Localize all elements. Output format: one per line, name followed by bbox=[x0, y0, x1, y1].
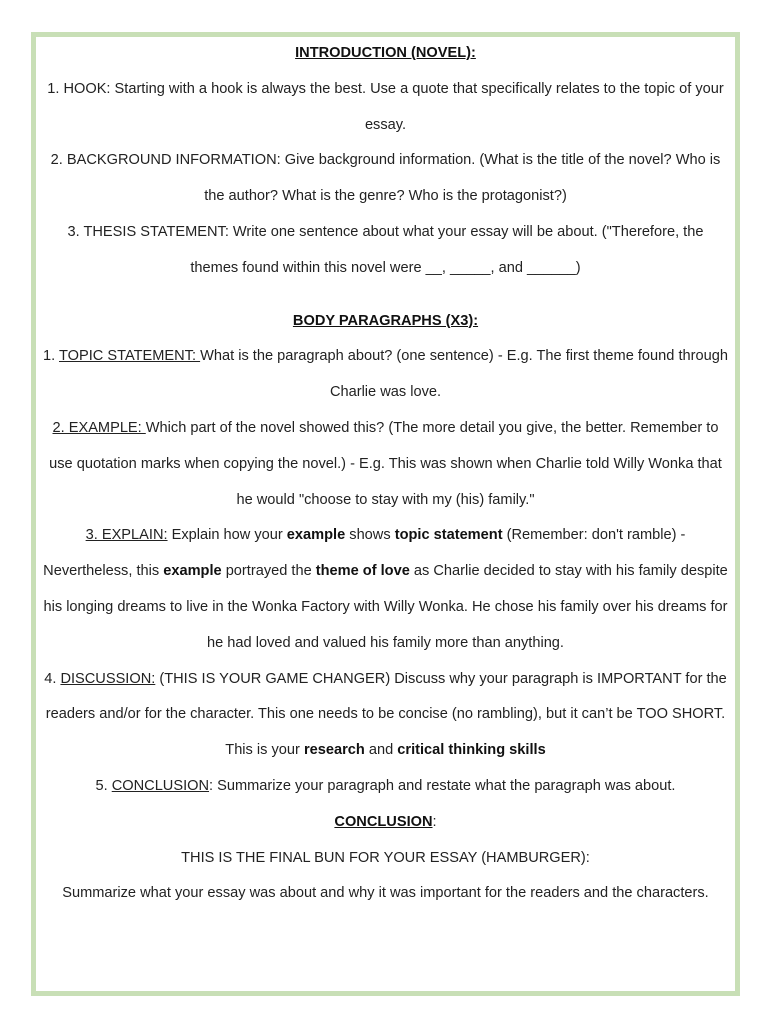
intro-hook: 1. HOOK: Starting with a hook is always the best. Use a quote that specifically relates to the topic of your essay. bbox=[47, 80, 724, 133]
body-heading: BODY PARAGRAPHS (X3): bbox=[292, 312, 479, 329]
conclusion-line-1: THIS IS THE FINAL BUN FOR YOUR ESSAY (HAMBURGER): bbox=[181, 849, 590, 866]
conclusion-label: CONCLUSION bbox=[111, 777, 210, 794]
intro-background: 2. BACKGROUND INFORMATION: Give background information. (What is the title of the novel? Who is the author? What is the genre? Who is the protagonist?) bbox=[50, 152, 721, 205]
body-explain: 3. EXPLAIN: Explain how your example shows topic statement (Remember: don't ramble) - Nevertheless, this example portrayed the theme of love as Charlie decided to stay with his family despite his longing dreams to live in the Wonka Factory with Willy Wonka. He chose his family over his dreams for he had loved and valued his family more than anything. bbox=[43, 527, 728, 651]
body-topic-statement: 1. TOPIC STATEMENT: What is the paragraph about? (one sentence) - E.g. The first theme found through Charlie was love. bbox=[43, 348, 728, 401]
discussion-label: DISCUSSION: bbox=[60, 670, 156, 687]
document-body bbox=[36, 36, 735, 912]
conclusion-line-2: Summarize what your essay was about and why it was important for the readers and the characters. bbox=[62, 885, 709, 902]
body-discussion: 4. DISCUSSION: (THIS IS YOUR GAME CHANGER) Discuss why your paragraph is IMPORTANT for the readers and/or for the character. This one needs to be concise (no rambling), but it can’t be TOO SHORT. This is your research and critical thinking skills bbox=[44, 670, 727, 759]
example-label: 2. EXAMPLE: bbox=[52, 419, 146, 436]
intro-heading: INTRODUCTION (NOVEL): bbox=[295, 45, 476, 61]
topic-statement-label: TOPIC STATEMENT: bbox=[59, 348, 201, 365]
intro-thesis: 3. THESIS STATEMENT: Write one sentence about what your essay will be about. ("Therefore, the themes found within this novel were __, _____, and ______) bbox=[67, 223, 704, 276]
body-conclusion: 5. CONCLUSION: Summarize your paragraph and restate what the paragraph was about. bbox=[95, 777, 676, 794]
body-example: 2. EXAMPLE: Which part of the novel showed this? (The more detail you give, the better. Remember to use quotation marks when copying the novel.) - E.g. This was shown when Charlie told Willy Wonka that he would "choose to stay with my (his) family." bbox=[49, 419, 722, 508]
explain-label: 3. EXPLAIN: bbox=[85, 527, 168, 544]
conclusion-heading: CONCLUSION: bbox=[334, 813, 437, 830]
